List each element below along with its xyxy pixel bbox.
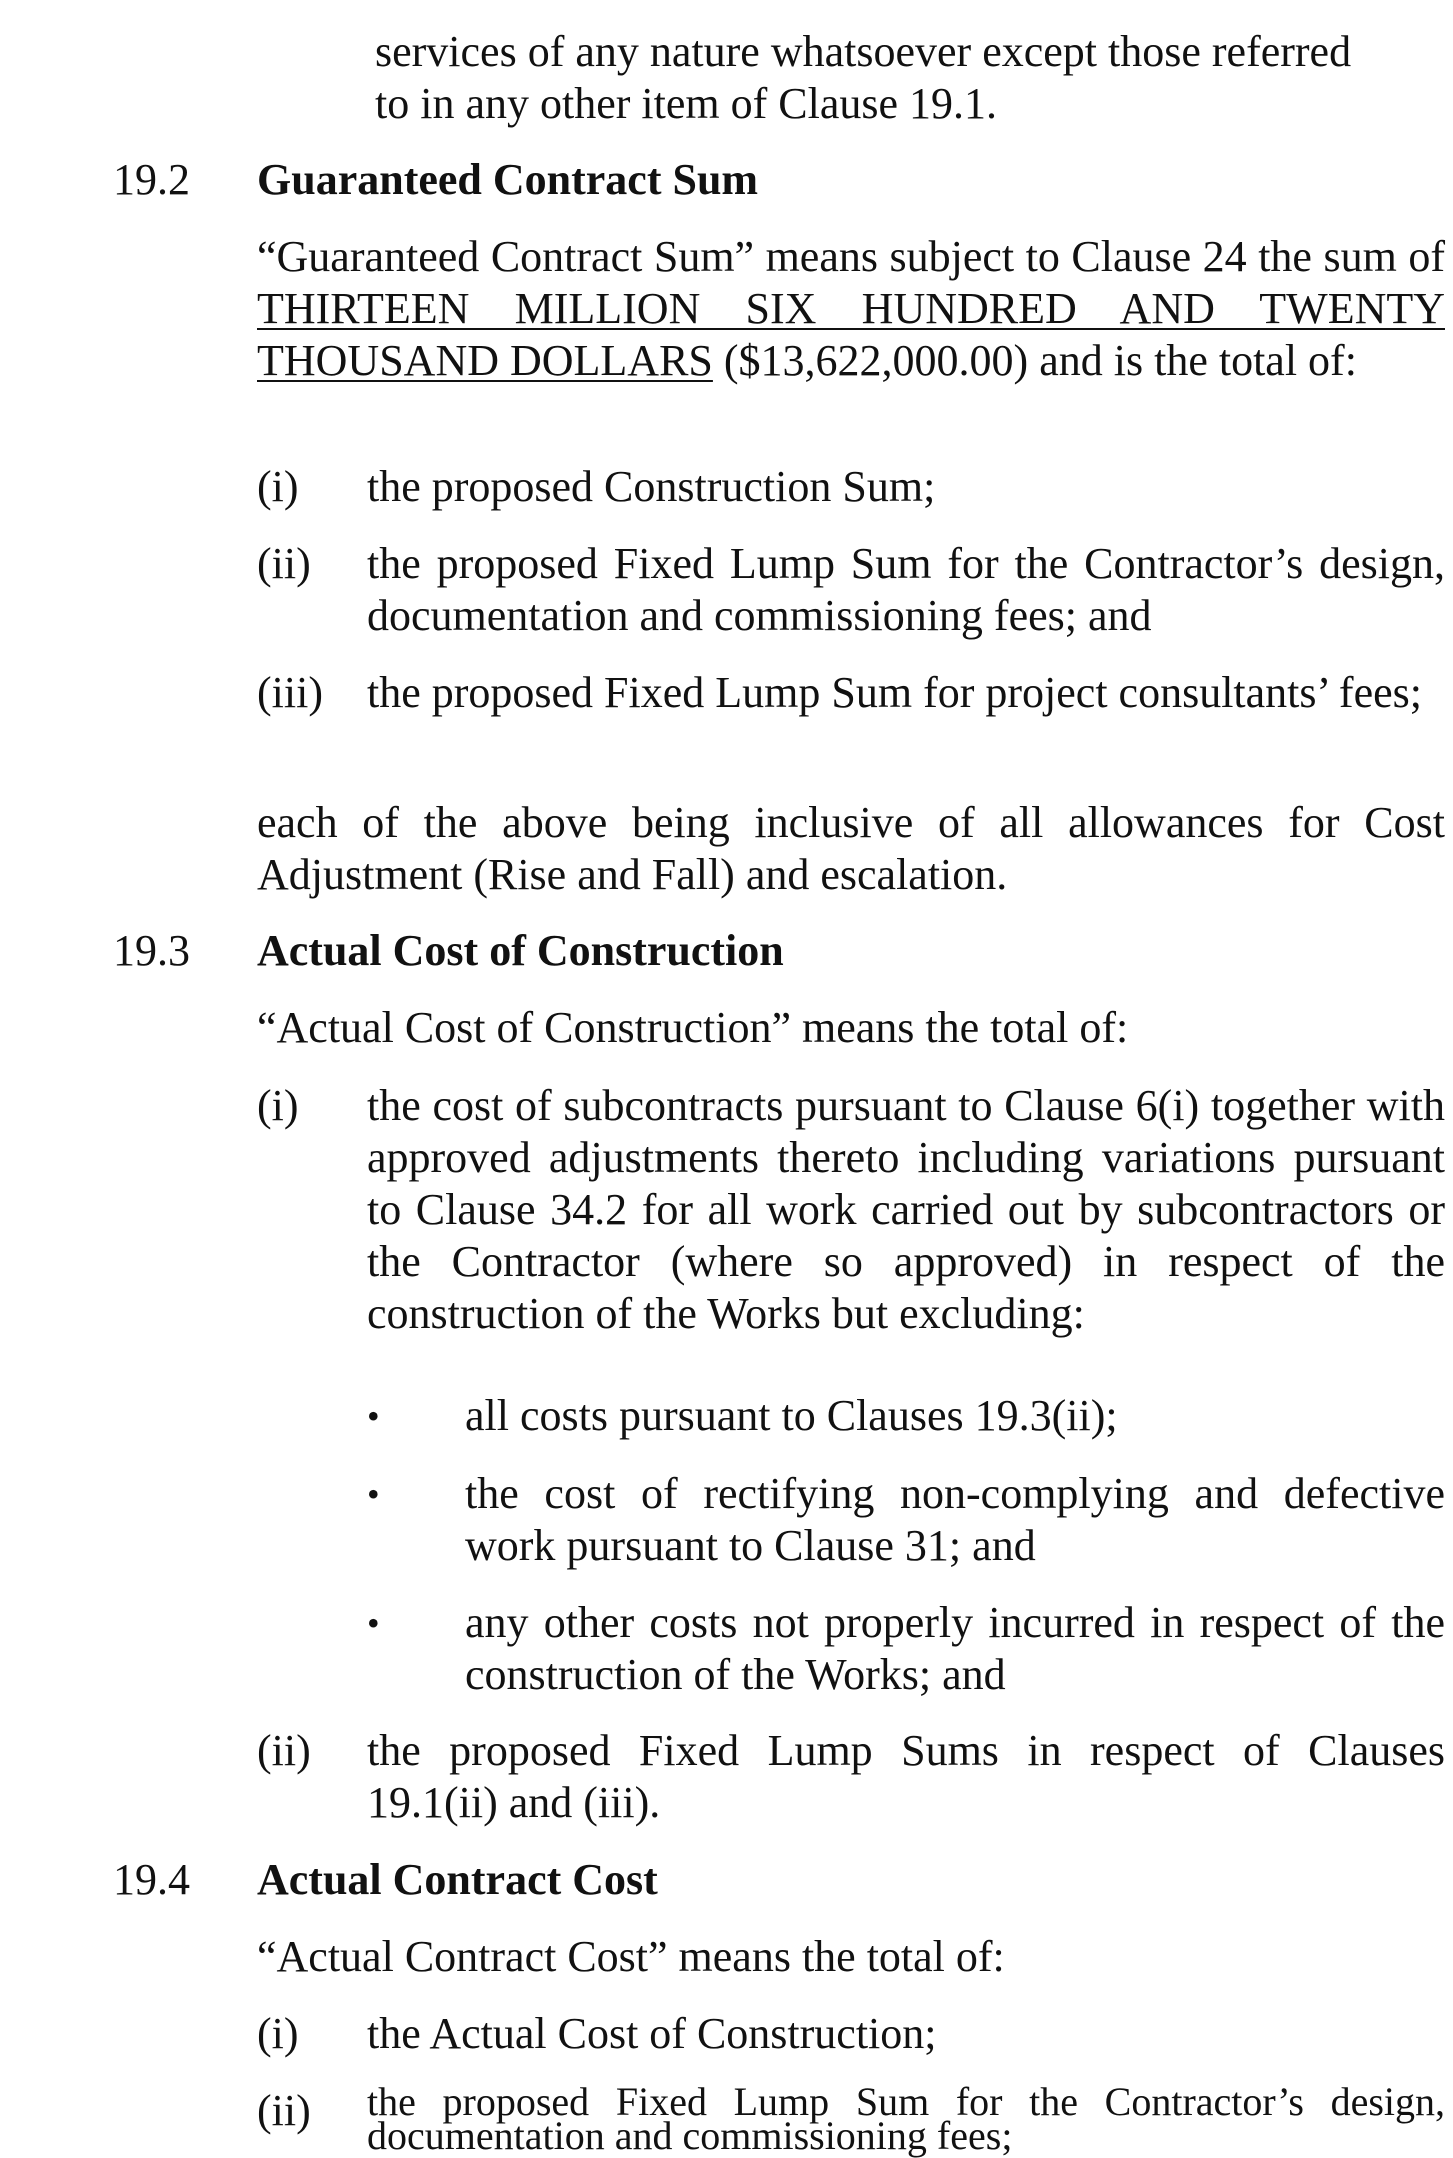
item-marker: (iii) <box>257 668 323 717</box>
bullet-marker: • <box>367 1474 380 1514</box>
item-marker: (ii) <box>257 1726 311 1775</box>
list-item-text: the cost of subcontracts pursuant to Clause 6(i) together with approved adjustments thereto including variations pursuant to Clause 34.2 for all work carried out by subcontractors or the Contractor (where so approved) in respect of the construction of the Works but excluding: <box>367 1081 1445 1338</box>
item-marker: (ii) <box>257 539 311 588</box>
list-item-text: the proposed Construction Sum; <box>367 462 936 511</box>
clause-heading-19-2: Guaranteed Contract Sum <box>257 155 759 204</box>
clause-heading-19-3: Actual Cost of Construction <box>257 926 784 975</box>
intro-paragraph: “Actual Cost of Construction” means the total of: <box>257 1003 1129 1052</box>
list-item-text: the Actual Cost of Construction; <box>367 2009 937 2058</box>
bullet-item-text: the cost of rectifying non-complying and defective work pursuant to Clause 31; and <box>465 1469 1445 1570</box>
item-marker: (ii) <box>257 2086 311 2135</box>
clause-number-19-2: 19.2 <box>113 155 190 204</box>
continuation-paragraph <box>375 26 1445 130</box>
clause-number-19-3: 19.3 <box>113 926 190 975</box>
item-marker: (i) <box>257 1081 299 1130</box>
list-item-text: the proposed Fixed Lump Sum for the Contractor’s design, documentation and commissioning fees; and <box>367 539 1445 640</box>
list-item-text: the proposed Fixed Lump Sum for the Contractor’s design, documentation and commissioning fees; <box>367 2079 1445 2158</box>
continuation-line-2: to in any other item of Clause 19.1. <box>375 79 997 128</box>
list-item-text: the proposed Fixed Lump Sums in respect of Clauses 19.1(ii) and (iii). <box>367 1726 1445 1827</box>
continuation-line-1: services of any nature whatsoever except those referred <box>375 27 1352 76</box>
guaranteed-sum-text-close: ($13,622,000.00) and is the total of: <box>723 336 1357 385</box>
guaranteed-sum-paragraph <box>257 231 1445 387</box>
item-marker: (i) <box>257 2009 299 2058</box>
intro-paragraph: “Actual Contract Cost” means the total of: <box>257 1932 1005 1981</box>
closing-paragraph: each of the above being inclusive of all allowances for Cost Adjustment (Rise and Fall) and escalation. <box>257 798 1445 899</box>
item-marker: (i) <box>257 462 299 511</box>
clause-heading-19-4: Actual Contract Cost <box>257 1855 658 1904</box>
bullet-marker: • <box>367 1396 380 1436</box>
bullet-item-text: all costs pursuant to Clauses 19.3(ii); <box>465 1391 1118 1440</box>
bullet-marker: • <box>367 1603 380 1643</box>
bullet-item-text: any other costs not properly incurred in respect of the construction of the Works; and <box>465 1598 1445 1699</box>
clause-number-19-4: 19.4 <box>113 1855 190 1904</box>
guaranteed-sum-amount-words: THIRTEEN MILLION SIX HUNDRED AND TWENTY THOUSAND DOLLARS <box>257 284 1445 385</box>
guaranteed-sum-text-open: “Guaranteed Contract Sum” means subject to Clause 24 the sum of <box>257 232 1445 281</box>
list-item-text: the proposed Fixed Lump Sum for project consultants’ fees; <box>367 668 1422 717</box>
